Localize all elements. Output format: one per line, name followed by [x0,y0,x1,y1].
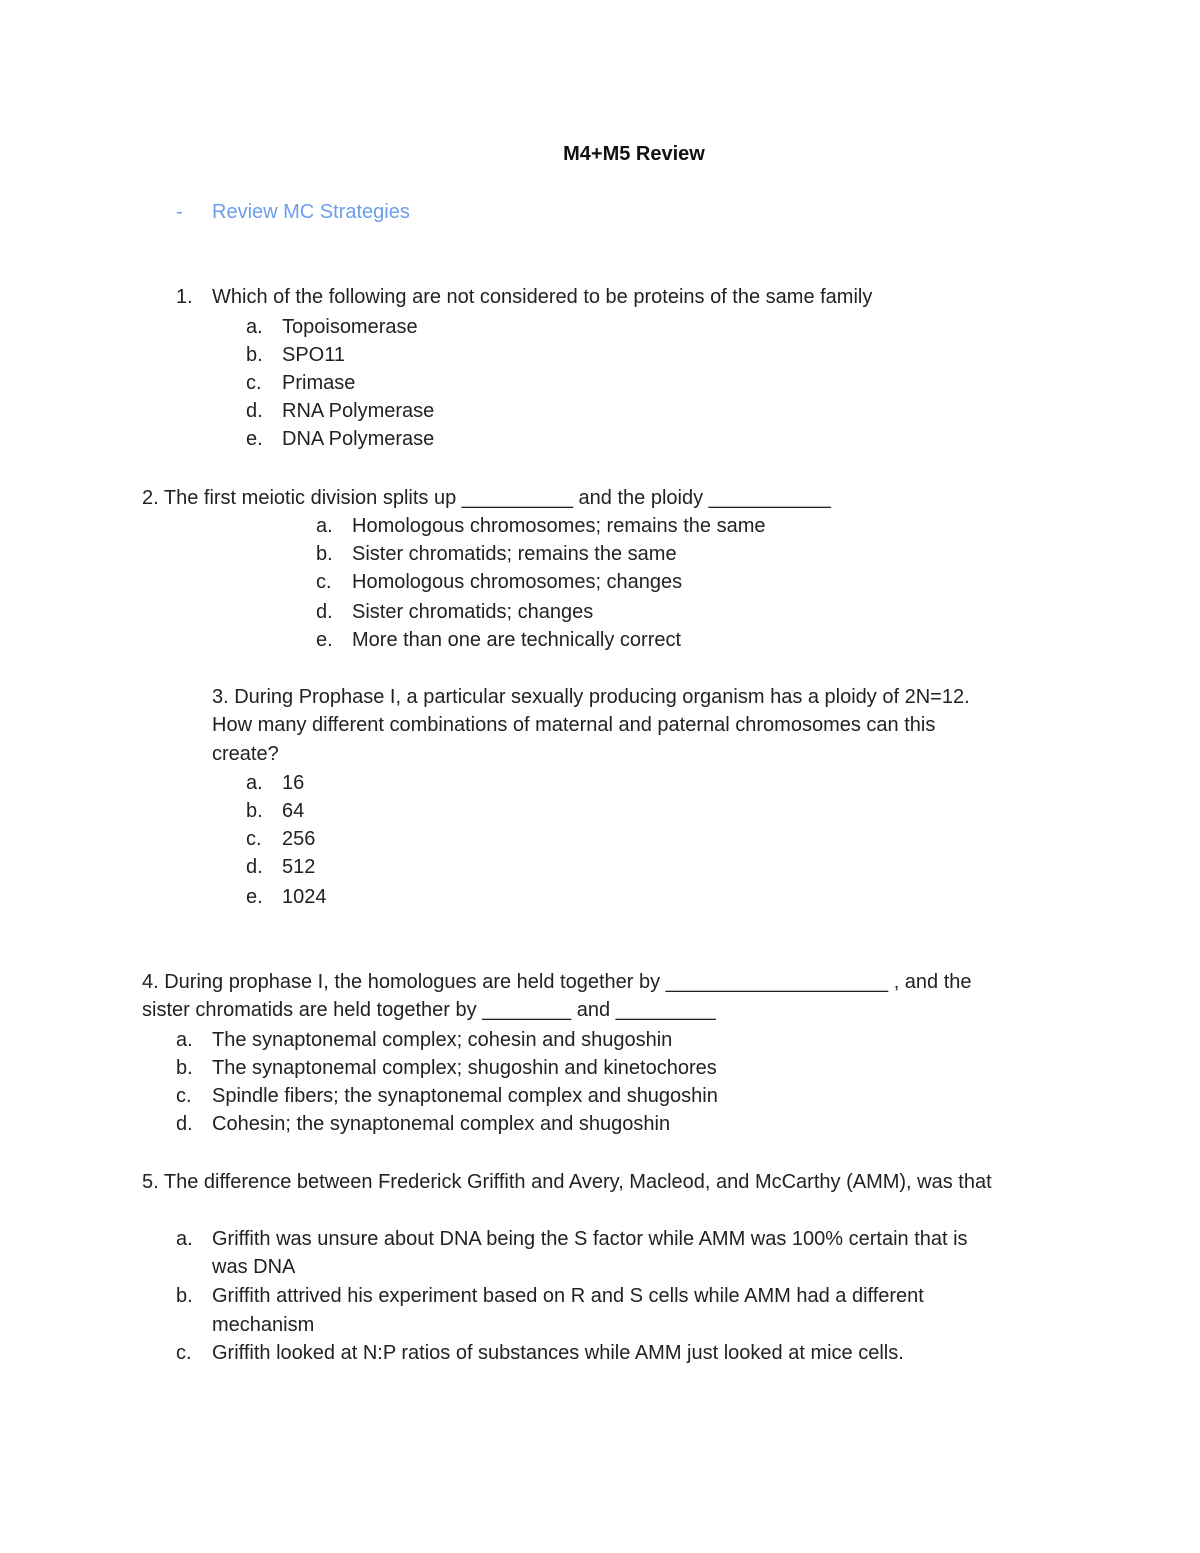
option-text: More than one are technically correct [352,629,682,651]
option-marker: c. [176,1342,192,1364]
option-text: Primase [282,372,356,394]
question-text-line: create? [212,743,279,765]
option-marker: e. [246,428,263,450]
question-text-line: 3. During Prophase I, a particular sexually producing organism has a ploidy of 2N=12. [212,686,970,708]
option-marker: a. [176,1029,193,1051]
option-marker: b. [246,344,263,366]
option-marker: d. [246,856,263,878]
question-text: Which of the following are not considered to be proteins of the same family [212,286,873,308]
page-title: M4+M5 Review [563,143,705,165]
option-text: 1024 [282,886,327,908]
question-text-line: 4. During prophase I, the homologues are held together by ____________________ , and the [142,971,972,993]
option-text: 512 [282,856,316,878]
option-text: Topoisomerase [282,316,418,338]
option-text: The synaptonemal complex; shugoshin and kinetochores [212,1057,717,1079]
bullet-dash: - [176,201,183,223]
option-text: Cohesin; the synaptonemal complex and shugoshin [212,1113,671,1135]
option-text-line: Griffith looked at N:P ratios of substances while AMM just looked at mice cells. [212,1342,904,1364]
option-text: 16 [282,772,305,794]
option-text: 64 [282,800,305,822]
option-marker: d. [246,400,263,422]
option-text: Sister chromatids; remains the same [352,543,677,565]
option-marker: c. [246,372,262,394]
option-marker: c. [246,828,262,850]
option-marker: e. [246,886,263,908]
option-marker: b. [176,1285,193,1307]
option-text-line: mechanism [212,1314,315,1336]
option-marker: a. [176,1228,193,1250]
option-marker: e. [316,629,333,651]
option-marker: c. [176,1085,192,1107]
option-text: Homologous chromosomes; changes [352,571,683,593]
option-text: SPO11 [282,344,345,366]
question-number: 1. [176,286,193,308]
option-text-line: was DNA [212,1256,296,1278]
option-text: Sister chromatids; changes [352,601,594,623]
option-text: 256 [282,828,316,850]
option-text: RNA Polymerase [282,400,435,422]
option-marker: c. [316,571,332,593]
question-text: 2. The first meiotic division splits up __________ and the ploidy ___________ [142,487,831,509]
option-text: DNA Polymerase [282,428,435,450]
option-text: The synaptonemal complex; cohesin and shugoshin [212,1029,673,1051]
option-marker: b. [246,800,263,822]
option-text: Homologous chromosomes; remains the same [352,515,766,537]
review-strategies-link[interactable]: Review MC Strategies [212,201,410,223]
option-text: Spindle fibers; the synaptonemal complex and shugoshin [212,1085,718,1107]
question-text: 5. The difference between Frederick Griffith and Avery, Macleod, and McCarthy (AMM), was that [142,1171,992,1193]
option-marker: b. [176,1057,193,1079]
option-marker: d. [176,1113,193,1135]
option-text-line: Griffith attrived his experiment based on R and S cells while AMM had a different [212,1285,924,1307]
question-text-line: sister chromatids are held together by ________ and _________ [142,999,716,1021]
option-marker: a. [316,515,333,537]
option-marker: a. [246,772,263,794]
option-marker: a. [246,316,263,338]
question-text-line: How many different combinations of maternal and paternal chromosomes can this [212,714,936,736]
option-marker: d. [316,601,333,623]
option-text-line: Griffith was unsure about DNA being the S factor while AMM was 100% certain that is [212,1228,968,1250]
option-marker: b. [316,543,333,565]
